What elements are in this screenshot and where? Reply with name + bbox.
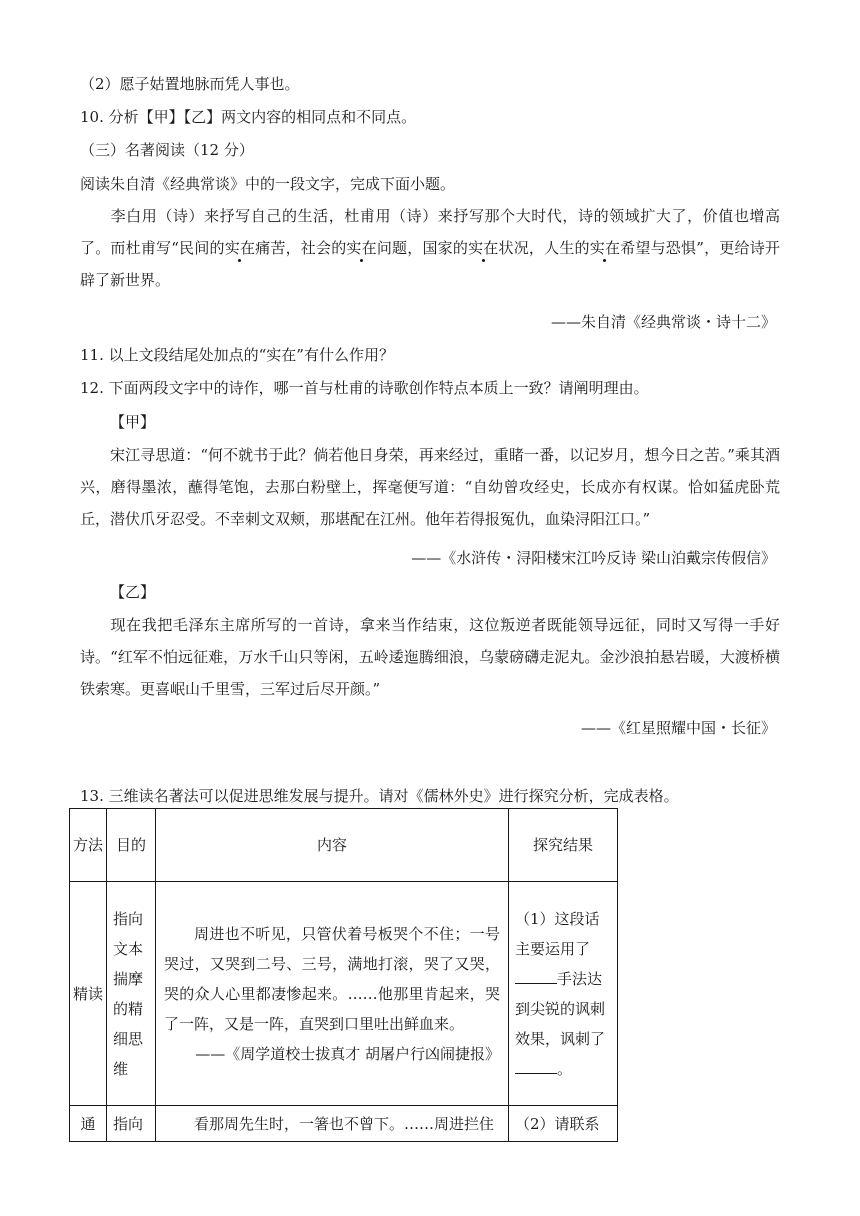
question-12: 12. 下面两段文字中的诗作，哪一首与杜甫的诗歌创作特点本质上一致？请阐明理由。 (80, 379, 649, 397)
header-method: 方法 (70, 809, 107, 882)
table-row (70, 882, 618, 1106)
row2-goal: 指向 (107, 1106, 156, 1142)
question-11: 11. 以上文段结尾处加点的“实在”有什么作用？ (80, 346, 394, 364)
header-content: 内容 (156, 809, 509, 882)
row2-result: （2）请联系 (509, 1106, 618, 1142)
jia-text: 宋江寻思道：“何不就书于此？倘若他日身荣，再来经过，重睹一番，以记岁月，想今日之苦。”乘其酒兴，磨得墨浓，蘸得笔饱，去那白粉壁上，挥毫便写道：“自幼曾攻经史，长成亦有权谋。恰如猛虎卧荒丘，潜伏爪牙忍受。不幸刺文双颊，那堪配在江州。他年若得报冤仇，血染浔阳江口。” (80, 446, 780, 528)
jia-label: 【甲】 (110, 413, 156, 431)
q9-item2: （2）愿子姑置地脉而凭人事也。 (80, 75, 300, 93)
reading-intro: 阅读朱自清《经典常谈》中的一段文字，完成下面小题。 (80, 175, 456, 193)
answer-blank[interactable] (515, 965, 557, 984)
dotted-word: 实在 (468, 239, 499, 257)
yi-label: 【乙】 (110, 583, 156, 601)
analysis-table (69, 808, 618, 1142)
row1-goal: 指向文本揣摩的精细思维 (107, 882, 156, 1106)
table-header-row (70, 809, 618, 882)
section-heading: （三）名著阅读（12 分） (80, 141, 254, 159)
yi-text: 现在我把毛泽东主席所写的一首诗，拿来当作结束，这位叛逆者既能领导远征，同时又写得一手好诗。“红军不怕远征难，万水千山只等闲，五岭逶迤腾细浪，乌蒙磅礴走泥丸。金沙浪拍悬岩暖，大渡桥横铁索寒。更喜岷山千里雪，三军过后尽开颜。” (80, 616, 780, 698)
row2-method: 通 (70, 1106, 107, 1142)
header-result: 探究结果 (509, 809, 618, 882)
row1-source: ——《周学道校士拔真才 胡屠户行凶闹捷报》 (195, 1044, 500, 1063)
dotted-word: 实在 (346, 239, 377, 257)
row1-result: （1）这段话主要运用了手法达到尖锐的讽刺效果，讽刺了。 (509, 882, 618, 1106)
dotted-word: 实在 (589, 239, 621, 257)
question-10: 10. 分析【甲】【乙】两文内容的相同点和不同点。 (80, 108, 417, 126)
passage-source: ——朱自清《经典常谈・诗十二》 (550, 313, 776, 331)
dotted-word: 实在 (224, 239, 256, 257)
header-goal: 目的 (107, 809, 156, 882)
classic-passage: 李白用（诗）来抒写自己的生活，杜甫用（诗）来抒写那个大时代，诗的领域扩大了，价值也增高了。而杜甫写“民间的实在痛苦，社会的实在问题，国家的实在状况，人生的实在希望与恐惧”，更给诗开辟了新世界。 (80, 207, 780, 289)
row2-content: 看那周先生时，一箸也不曾下。……周进拦住 (156, 1106, 509, 1142)
row1-method: 精读 (70, 882, 107, 1106)
answer-blank[interactable] (515, 1055, 557, 1074)
yi-source: ——《红星照耀中国・长征》 (580, 719, 776, 737)
jia-source: ——《水浒传・浔阳楼宋江吟反诗 梁山泊戴宗传假信》 (411, 549, 776, 567)
table-row (70, 1106, 618, 1142)
question-13: 13. 三维读名著法可以促进思维发展与提升。请对《儒林外史》进行探究分析，完成表格。 (80, 787, 679, 805)
row1-content: 周进也不听见，只管伏着号板哭个不住；一号哭过，又哭到二号、三号，满地打滚，哭了又哭，哭的众人心里都凄惨起来。……他那里肯起来，哭了一阵，又是一阵，直哭到口里吐出鲜血来。 ——《周学道校士拔真才 胡屠户行凶闹捷报》 (156, 882, 509, 1106)
